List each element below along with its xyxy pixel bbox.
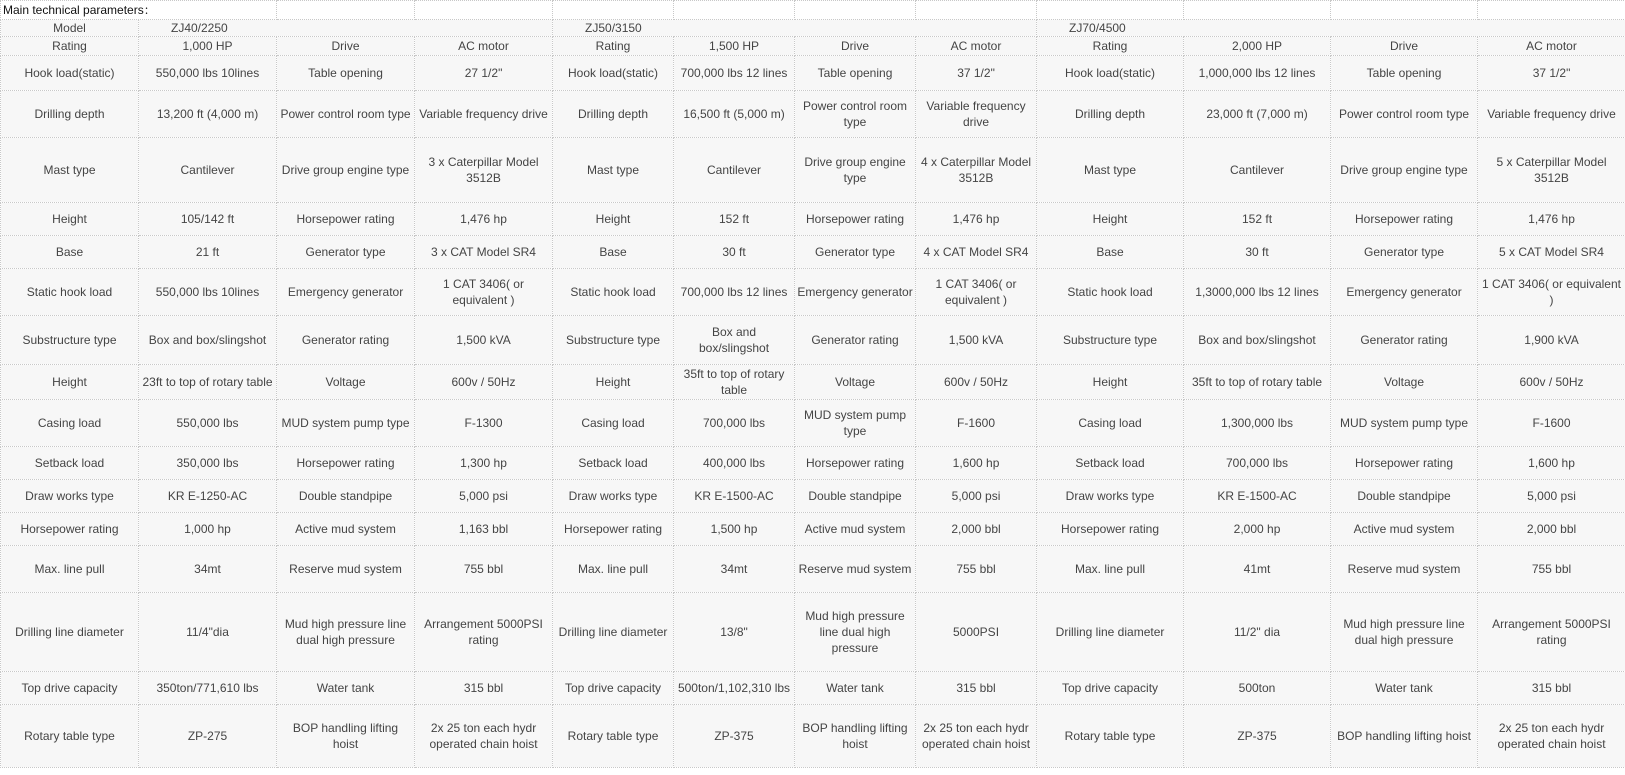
param-value-cell: 2,000 HP (1184, 37, 1331, 56)
param-label-cell: Mast type (553, 138, 674, 203)
param-label-cell: Mud high pressure line dual high pressure (795, 593, 916, 672)
param-value-cell: 1,600 hp (1478, 447, 1625, 480)
param-label-cell: Base (1, 236, 139, 269)
title-row (1, 1, 1625, 20)
param-value-cell: Box and box/slingshot (1184, 316, 1331, 365)
param-value-cell: 5 x Caterpillar Model 3512B (1478, 138, 1625, 203)
param-value-cell: 550,000 lbs 10lines (139, 269, 277, 316)
param-value-cell: 600v / 50Hz (916, 365, 1037, 400)
param-label-cell: Top drive capacity (1037, 672, 1184, 705)
param-value-cell: 550,000 lbs 10lines (139, 56, 277, 91)
param-value-cell: 1 CAT 3406( or equivalent ) (415, 269, 553, 316)
param-label-cell: Emergency generator (277, 269, 415, 316)
param-label-cell: Horsepower rating (1037, 513, 1184, 546)
param-value-cell: 2,000 bbl (916, 513, 1037, 546)
param-label-cell: BOP handling lifting hoist (1331, 705, 1478, 768)
param-value-cell: 2,000 bbl (1478, 513, 1625, 546)
param-label-cell: Generator rating (795, 316, 916, 365)
param-label-cell: Double standpipe (1331, 480, 1478, 513)
param-value-cell: 350,000 lbs (139, 447, 277, 480)
param-value-cell: 30 ft (1184, 236, 1331, 269)
param-value-cell: AC motor (916, 37, 1037, 56)
table-row (1, 705, 1625, 768)
param-label-cell: Rotary table type (553, 705, 674, 768)
param-label-cell: Power control room type (795, 91, 916, 138)
param-value-cell: 34mt (674, 546, 795, 593)
table-row (1, 480, 1625, 513)
param-label-cell: Drive group engine type (795, 138, 916, 203)
param-label-cell: Hook load(static) (553, 56, 674, 91)
param-label-cell: Substructure type (1, 316, 139, 365)
param-label-cell: Generator rating (277, 316, 415, 365)
param-value-cell: 5,000 psi (1478, 480, 1625, 513)
table-row (1, 269, 1625, 316)
param-label-cell: Mud high pressure line dual high pressure (277, 593, 415, 672)
param-value-cell: 1 CAT 3406( or equivalent ) (916, 269, 1037, 316)
param-label-cell: Max. line pull (1, 546, 139, 593)
table-row (1, 513, 1625, 546)
param-value-cell: 5,000 psi (916, 480, 1037, 513)
param-value-cell: F-1600 (1478, 400, 1625, 447)
param-label-cell: Substructure type (1037, 316, 1184, 365)
param-label-cell: Horsepower rating (1331, 203, 1478, 236)
param-label-cell: Base (1037, 236, 1184, 269)
table-row (1, 672, 1625, 705)
param-value-cell: 34mt (139, 546, 277, 593)
param-label-cell: Static hook load (1037, 269, 1184, 316)
param-value-cell: 500ton (1184, 672, 1331, 705)
param-value-cell: Arrangement 5000PSI rating (415, 593, 553, 672)
param-value-cell: Variable frequency drive (1478, 91, 1625, 138)
param-value-cell: 700,000 lbs 12 lines (674, 269, 795, 316)
param-label-cell: Voltage (277, 365, 415, 400)
param-value-cell: 400,000 lbs (674, 447, 795, 480)
param-value-cell: 315 bbl (916, 672, 1037, 705)
param-label-cell: Height (1, 365, 139, 400)
param-label-cell: Power control room type (1331, 91, 1478, 138)
param-label-cell: Draw works type (1037, 480, 1184, 513)
param-value-cell: 350ton/771,610 lbs (139, 672, 277, 705)
param-value-cell: Cantilever (1184, 138, 1331, 203)
param-value-cell: 5 x CAT Model SR4 (1478, 236, 1625, 269)
param-label-cell: Horsepower rating (1, 513, 139, 546)
param-value-cell: 13/8" (674, 593, 795, 672)
param-value-cell: Variable frequency drive (916, 91, 1037, 138)
param-label-cell: Drilling depth (1037, 91, 1184, 138)
param-value-cell: 755 bbl (1478, 546, 1625, 593)
param-label-cell: Base (553, 236, 674, 269)
param-label-cell: Emergency generator (795, 269, 916, 316)
param-label-cell: BOP handling lifting hoist (795, 705, 916, 768)
param-value-cell: 1,000,000 lbs 12 lines (1184, 56, 1331, 91)
param-value-cell: 1,300,000 lbs (1184, 400, 1331, 447)
param-value-cell: 700,000 lbs (674, 400, 795, 447)
param-label-cell: Substructure type (553, 316, 674, 365)
param-label-cell: Setback load (553, 447, 674, 480)
param-value-cell: 1,600 hp (916, 447, 1037, 480)
param-value-cell: ZP-375 (1184, 705, 1331, 768)
param-label-cell: Active mud system (277, 513, 415, 546)
param-value-cell: 1,900 kVA (1478, 316, 1625, 365)
param-value-cell: 1,500 kVA (916, 316, 1037, 365)
table-row (1, 316, 1625, 365)
param-value-cell: F-1600 (916, 400, 1037, 447)
param-label-cell: Horsepower rating (1331, 447, 1478, 480)
param-label-cell: Reserve mud system (277, 546, 415, 593)
param-value-cell: 5,000 psi (415, 480, 553, 513)
param-label-cell: Max. line pull (1037, 546, 1184, 593)
param-value-cell: 1,300 hp (415, 447, 553, 480)
param-value-cell: 11/2" dia (1184, 593, 1331, 672)
param-label-cell: Height (1037, 203, 1184, 236)
param-value-cell: ZP-275 (139, 705, 277, 768)
param-label-cell: Mud high pressure line dual high pressure (1331, 593, 1478, 672)
param-value-cell: 35ft to top of rotary table (1184, 365, 1331, 400)
param-value-cell: 16,500 ft (5,000 m) (674, 91, 795, 138)
table-row (1, 203, 1625, 236)
param-value-cell: 1,476 hp (1478, 203, 1625, 236)
param-label-cell: Rotary table type (1037, 705, 1184, 768)
param-value-cell: 27 1/2" (415, 56, 553, 91)
param-label-cell: Height (553, 365, 674, 400)
param-label-cell: Draw works type (553, 480, 674, 513)
param-label-cell: MUD system pump type (1331, 400, 1478, 447)
param-value-cell: 5000PSI (916, 593, 1037, 672)
param-label-cell: Table opening (795, 56, 916, 91)
param-value-cell: 11/4"dia (139, 593, 277, 672)
param-value-cell: F-1300 (415, 400, 553, 447)
param-label-cell: Water tank (277, 672, 415, 705)
param-value-cell: 35ft to top of rotary table (674, 365, 795, 400)
param-value-cell: 2,000 hp (1184, 513, 1331, 546)
param-label-cell: Setback load (1037, 447, 1184, 480)
param-value-cell: 152 ft (1184, 203, 1331, 236)
param-value-cell: 30 ft (674, 236, 795, 269)
param-label-cell: Height (553, 203, 674, 236)
param-label-cell: Horsepower rating (795, 203, 916, 236)
param-label-cell: Height (1037, 365, 1184, 400)
param-value-cell: Cantilever (674, 138, 795, 203)
param-label-cell: Drilling line diameter (1, 593, 139, 672)
param-value-cell: Arrangement 5000PSI rating (1478, 593, 1625, 672)
param-label-cell: BOP handling lifting hoist (277, 705, 415, 768)
model-zj40: ZJ40/2250 (139, 20, 553, 37)
param-value-cell: 2x 25 ton each hydr operated chain hoist (916, 705, 1037, 768)
table-row (1, 593, 1625, 672)
param-value-cell: 3 x CAT Model SR4 (415, 236, 553, 269)
param-value-cell: KR E-1250-AC (139, 480, 277, 513)
table-row (1, 365, 1625, 400)
model-zj50: ZJ50/3150 (553, 20, 1037, 37)
param-label-cell: Top drive capacity (1, 672, 139, 705)
param-value-cell: Box and box/slingshot (139, 316, 277, 365)
param-label-cell: Drive (1331, 37, 1478, 56)
param-label-cell: Max. line pull (553, 546, 674, 593)
param-value-cell: 4 x CAT Model SR4 (916, 236, 1037, 269)
param-value-cell: ZP-375 (674, 705, 795, 768)
param-value-cell: 700,000 lbs (1184, 447, 1331, 480)
table-row (1, 56, 1625, 91)
param-value-cell: 37 1/2" (916, 56, 1037, 91)
param-label-cell: Drilling line diameter (1037, 593, 1184, 672)
param-value-cell: 1 CAT 3406( or equivalent ) (1478, 269, 1625, 316)
param-value-cell: 550,000 lbs (139, 400, 277, 447)
param-label-cell: Double standpipe (795, 480, 916, 513)
param-value-cell: 600v / 50Hz (1478, 365, 1625, 400)
param-value-cell: AC motor (1478, 37, 1625, 56)
param-label-cell: Reserve mud system (795, 546, 916, 593)
table-title: Main technical parameters： (1, 1, 277, 20)
param-label-cell: Mast type (1037, 138, 1184, 203)
model-label: Model (1, 20, 139, 37)
param-label-cell: Table opening (1331, 56, 1478, 91)
param-label-cell: Emergency generator (1331, 269, 1478, 316)
param-label-cell: Horsepower rating (795, 447, 916, 480)
param-label-cell: MUD system pump type (795, 400, 916, 447)
model-row (1, 20, 1625, 37)
param-label-cell: Horsepower rating (277, 203, 415, 236)
param-label-cell: MUD system pump type (277, 400, 415, 447)
param-value-cell: 700,000 lbs 12 lines (674, 56, 795, 91)
param-label-cell: Top drive capacity (553, 672, 674, 705)
param-value-cell: Variable frequency drive (415, 91, 553, 138)
param-label-cell: Rotary table type (1, 705, 139, 768)
param-label-cell: Casing load (1037, 400, 1184, 447)
model-zj70: ZJ70/4500 (1037, 20, 1625, 37)
param-label-cell: Generator type (795, 236, 916, 269)
param-label-cell: Drive group engine type (1331, 138, 1478, 203)
param-label-cell: Horsepower rating (553, 513, 674, 546)
param-label-cell: Draw works type (1, 480, 139, 513)
table-row (1, 447, 1625, 480)
table-row (1, 37, 1625, 56)
param-value-cell: 1,000 HP (139, 37, 277, 56)
param-label-cell: Static hook load (553, 269, 674, 316)
param-label-cell: Static hook load (1, 269, 139, 316)
param-label-cell: Height (1, 203, 139, 236)
param-label-cell: Hook load(static) (1037, 56, 1184, 91)
param-label-cell: Active mud system (1331, 513, 1478, 546)
param-label-cell: Mast type (1, 138, 139, 203)
param-label-cell: Setback load (1, 447, 139, 480)
table-row (1, 236, 1625, 269)
param-value-cell: 500ton/1,102,310 lbs (674, 672, 795, 705)
param-label-cell: Double standpipe (277, 480, 415, 513)
param-label-cell: Drilling depth (553, 91, 674, 138)
param-label-cell: Rating (553, 37, 674, 56)
param-value-cell: 1,500 hp (674, 513, 795, 546)
table-row (1, 546, 1625, 593)
param-value-cell: 37 1/2" (1478, 56, 1625, 91)
param-label-cell: Generator type (277, 236, 415, 269)
param-value-cell: 13,200 ft (4,000 m) (139, 91, 277, 138)
param-label-cell: Drive (277, 37, 415, 56)
param-value-cell: 2x 25 ton each hydr operated chain hoist (415, 705, 553, 768)
param-value-cell: 152 ft (674, 203, 795, 236)
param-value-cell: 1,476 hp (916, 203, 1037, 236)
param-value-cell: Cantilever (139, 138, 277, 203)
param-label-cell: Horsepower rating (277, 447, 415, 480)
param-value-cell: AC motor (415, 37, 553, 56)
table-row (1, 91, 1625, 138)
param-value-cell: KR E-1500-AC (1184, 480, 1331, 513)
param-value-cell: KR E-1500-AC (674, 480, 795, 513)
param-value-cell: 755 bbl (916, 546, 1037, 593)
param-value-cell: 755 bbl (415, 546, 553, 593)
param-label-cell: Water tank (1331, 672, 1478, 705)
param-value-cell: 1,500 HP (674, 37, 795, 56)
param-value-cell: 1,000 hp (139, 513, 277, 546)
param-value-cell: 315 bbl (1478, 672, 1625, 705)
param-value-cell: 23ft to top of rotary table (139, 365, 277, 400)
param-label-cell: Generator type (1331, 236, 1478, 269)
param-value-cell: 1,163 bbl (415, 513, 553, 546)
param-value-cell: 2x 25 ton each hydr operated chain hoist (1478, 705, 1625, 768)
param-value-cell: 3 x Caterpillar Model 3512B (415, 138, 553, 203)
param-label-cell: Drive group engine type (277, 138, 415, 203)
param-label-cell: Drilling depth (1, 91, 139, 138)
param-label-cell: Voltage (795, 365, 916, 400)
param-label-cell: Drive (795, 37, 916, 56)
param-value-cell: 1,476 hp (415, 203, 553, 236)
param-label-cell: Power control room type (277, 91, 415, 138)
param-value-cell: 1,3000,000 lbs 12 lines (1184, 269, 1331, 316)
table-row (1, 400, 1625, 447)
param-value-cell: 41mt (1184, 546, 1331, 593)
table-row (1, 138, 1625, 203)
param-label-cell: Rating (1037, 37, 1184, 56)
param-value-cell: 600v / 50Hz (415, 365, 553, 400)
param-label-cell: Voltage (1331, 365, 1478, 400)
param-label-cell: Table opening (277, 56, 415, 91)
param-label-cell: Active mud system (795, 513, 916, 546)
param-value-cell: 4 x Caterpillar Model 3512B (916, 138, 1037, 203)
param-label-cell: Casing load (553, 400, 674, 447)
param-label-cell: Rating (1, 37, 139, 56)
param-value-cell: 105/142 ft (139, 203, 277, 236)
param-label-cell: Reserve mud system (1331, 546, 1478, 593)
param-value-cell: Box and box/slingshot (674, 316, 795, 365)
param-label-cell: Hook load(static) (1, 56, 139, 91)
param-label-cell: Drilling line diameter (553, 593, 674, 672)
param-value-cell: 1,500 kVA (415, 316, 553, 365)
param-label-cell: Generator rating (1331, 316, 1478, 365)
param-label-cell: Water tank (795, 672, 916, 705)
param-value-cell: 23,000 ft (7,000 m) (1184, 91, 1331, 138)
param-value-cell: 315 bbl (415, 672, 553, 705)
param-label-cell: Casing load (1, 400, 139, 447)
param-value-cell: 21 ft (139, 236, 277, 269)
